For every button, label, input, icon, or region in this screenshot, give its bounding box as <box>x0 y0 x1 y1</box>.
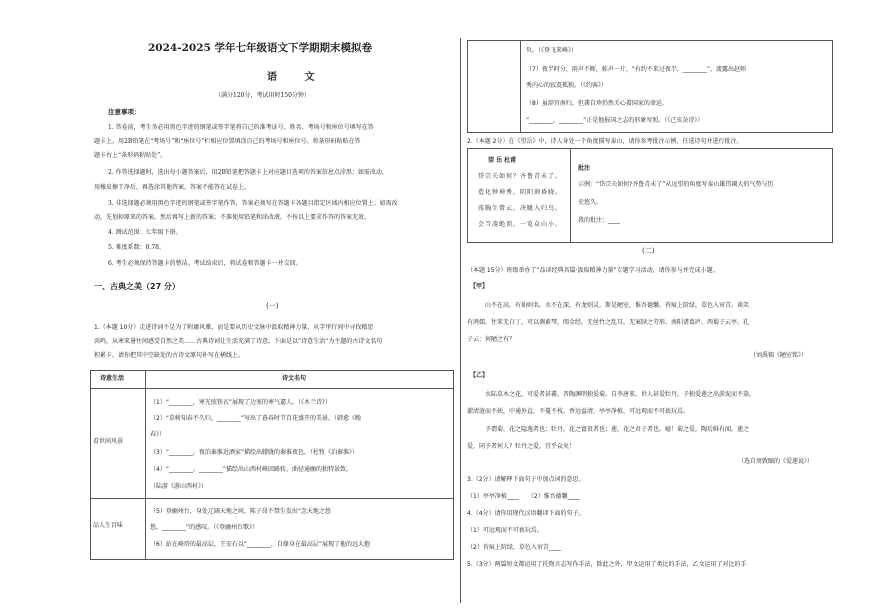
poem-line: 会当凌绝顶，一览众山小。 <box>478 221 563 228</box>
notice-line: 5. 难度系数：0.78。 <box>108 244 165 251</box>
passage-line: 水陆草木之花，可爱者甚蕃。晋陶渊明独爱菊。自李唐来，世人甚爱牡丹。予独爱莲之出淤泥而不染， <box>485 391 756 398</box>
annotation-line: 示例：“岱宗夫如何?齐鲁青未了”从远望的角度写泰山雄伟阔大的气势与历 <box>578 181 774 188</box>
question-4-item: （2）苔痕上阶绿，草色入帘青____ <box>467 544 561 551</box>
question-3-items: （1）亭亭净植____ （2）惟吾德馨____ <box>467 493 580 500</box>
table-divider <box>145 370 146 559</box>
passage-source: （选自周敦颐的《爱莲说》） <box>738 458 814 465</box>
column-divider <box>460 38 461 603</box>
passage-line: 山不在高，有仙则名。水不在深，有龙则灵。斯是陋室，惟吾德馨。苔痕上阶绿，草色入帘青。谈笑 <box>485 302 750 309</box>
passage-label: 【乙】 <box>470 372 489 379</box>
part-marker: (一) <box>266 302 279 310</box>
question-1-text: 1.（本题 10分）走进诗词不是为了附庸风雅，而是要从历史文脉中汲取精神力量，从字里行间中寻找精思 <box>94 324 374 331</box>
table-group-label: 品人生百味 <box>93 522 124 529</box>
table-row: （陆游《游山西村》） <box>150 483 208 490</box>
poem-line: 荡胸生曾云，决眦入归鸟。 <box>478 205 563 212</box>
table-row: 悠，________”的感叹。（《登幽州台歌》） <box>150 524 259 531</box>
poem-title: 望 岳 杜甫 <box>488 157 517 164</box>
table-divider <box>90 498 453 499</box>
notice-line: 题卡上。用2B铅笔在“考场号”和“座位号”栏相应位置填涂自己的考场号和座位号。将条形码粘贴在答 <box>94 138 361 145</box>
poem-line: 岱宗夫如何？齐鲁青未了。 <box>478 173 563 180</box>
table-row: （3）“________，夜泊秦淮近酒家”描绘出朦胧的秦淮夜色。（杜牧《泊秦淮》） <box>150 449 359 456</box>
exam-title: 2024-2025 学年七年级语文下学期期末模拟卷 <box>148 42 372 54</box>
box-divider <box>570 148 571 242</box>
notice-line: 用橡皮擦干净后，再选涂其他答案，答案不能答在试卷上。 <box>94 184 251 191</box>
notice-line: 1. 答卷前，考生务必用黑色字迹的钢笔或签字笔将自己的准考证号、姓名、考场号和座位号填写在答 <box>108 124 374 131</box>
table-row: （6）站在峰塔的最高层，王安石以“________，自缘身在最高层”展现了他的远大抱 <box>150 541 371 548</box>
box-line: 秀内心的寂寞孤独。（《约客》） <box>526 82 608 89</box>
part-marker: (二) <box>642 247 655 255</box>
notice-line: 题卡右上“条形码粘贴处”。 <box>94 152 167 159</box>
notice-line: 4. 测试范围：七年级下册。 <box>108 229 182 236</box>
box-divider <box>520 40 521 132</box>
table-row: （4）“________，________”描绘出山西村峰回路转、曲径通幽的独特景致。 <box>150 466 353 473</box>
question-1-text: 共鸣，从寒来暑往间感受自然之美……古典诗词让生活充满了诗意。下面是以“诗意生活”为主题的古诗文名句 <box>94 338 383 345</box>
question-1-text: 积累卡，请你把其中空缺处的古诗文原句补写在横线上。 <box>94 352 245 359</box>
table-row: （2）“草树知春不久归，________”写出了暮春时节百花盛开的美景。（韩愈《晚 <box>150 415 362 422</box>
annotation-line: 我的批注：____ <box>578 217 621 224</box>
question-3-text: 3.（2分）请解释下面句子中加点词的意思。 <box>467 476 585 483</box>
poem-line: 造化钟神秀，阴阳割昏晓。 <box>478 189 563 196</box>
notice-line: 3. 非选择题必须用黑色字迹的钢笔或签字笔作答，答案必须写在答题卡各题目指定区域内相应位置上；如需改 <box>108 200 398 207</box>
table-divider <box>90 388 453 389</box>
notice-heading: 注意事项： <box>108 108 141 116</box>
question-4-item: （1）可远观而不可亵玩焉。 <box>467 527 543 534</box>
score-note: （满分120分，考试用时150分钟） <box>215 92 310 99</box>
notice-line: 动，先划掉原来的答案，然后再写上新的答案；不准使用铅笔和涂改液。不按以上要求作答的答案无效。 <box>94 214 371 221</box>
subject-label: 语 文 <box>267 72 327 83</box>
annotation-line: 史悠久。 <box>578 199 603 206</box>
passage-label: 【甲】 <box>470 283 489 290</box>
table-row: 春》） <box>150 431 166 438</box>
box-line: （8）虽辞官南归，但龚自珍仍然关心着国家的命运， <box>526 100 668 107</box>
question-2-text: 2.（本题 2分）在《望岳》中，诗人身处一个角度描写泰山，请你参考批注示例，任选诗句并进行批注。 <box>467 138 743 145</box>
table-header: 诗文名句 <box>282 375 307 382</box>
passage-line: 濯清涟而不妖，中通外直，不蔓不枝，香远益清，亭亭净植，可远观而不可亵玩焉。 <box>467 408 690 415</box>
annotation-heading: 批注 <box>578 165 591 172</box>
passage-source: （刘禹锡《陋室铭》） <box>750 352 808 359</box>
passage-line: 爱，同予者何人？牡丹之爱，宜乎众矣！ <box>467 443 576 450</box>
section-heading: 一、古典之美（27 分） <box>94 282 180 291</box>
notice-line: 6. 考生必须保持答题卡的整洁。考试结束后，将试卷和答题卡一并交回。 <box>108 260 302 267</box>
question-intro: （本题 15分）班级举办了“品读经典名篇·汲取精神力量”专题学习活动，请你参与并完成小题。 <box>467 267 719 274</box>
notice-line: 2. 作答选择题时，选出每小题答案后，用2B铅笔把答题卡上对应题目选项的答案信息点涂黑；如需改动， <box>108 169 388 176</box>
box-line: （7）夜半时分，雨声不断，蛙声一片，“有约不来过夜半，________”，流露出赵师 <box>526 66 747 73</box>
passage-line: 子云：何陋之有？ <box>467 336 516 343</box>
box-line: “________，________”正是他报国之志的形象写照。（《己亥杂诗》） <box>526 117 704 124</box>
table-header: 诗意生活 <box>100 375 125 382</box>
table-row: （1）“________，寒光照铁衣”展现了边塞的寒气逼人。（《木兰诗》） <box>150 399 332 406</box>
box-line: 负。（《登飞来峰》） <box>526 47 578 54</box>
question-4-text: 4.（4分）请你用现代汉语翻译下面的句子。 <box>467 510 585 517</box>
passage-line: 有鸿儒，往来无白丁。可以调素琴，阅金经。无丝竹之乱耳，无案牍之劳形。南阳诸葛庐，西蜀子云亭。孔 <box>467 319 750 326</box>
question-5-text: 5.（3分）两篇短文都运用了托物言志写作手法，除此之外，甲文运用了类比的手法，乙文运用了对比的手 <box>467 561 747 568</box>
passage-line: 予谓菊，花之隐逸者也；牡丹，花之富贵者也；莲，花之君子者也。噫！菊之爱，陶后鲜有闻。莲之 <box>485 426 750 433</box>
table-row: （5）登幽州台，身处辽阔天地之间，陈子昂不禁生发出“念天地之悠 <box>150 508 331 515</box>
table-group-label: 看世间风景 <box>93 438 124 445</box>
